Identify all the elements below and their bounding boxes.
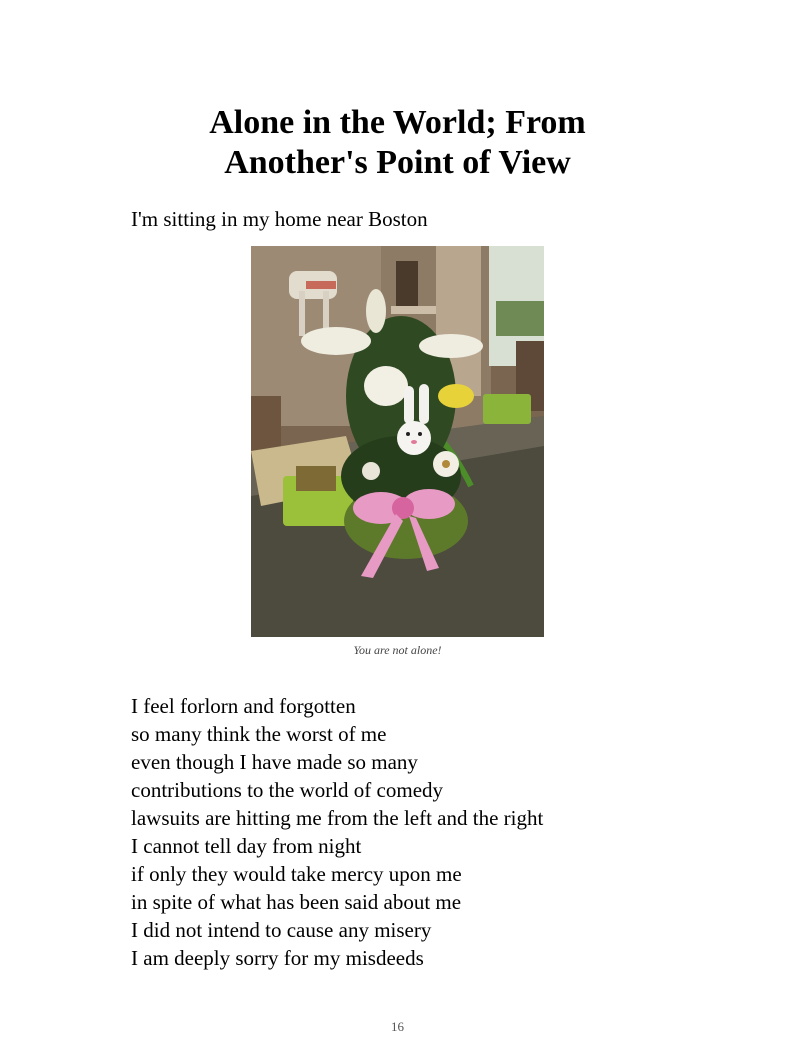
poem-line: contributions to the world of comedy bbox=[131, 778, 444, 802]
poem-line: in spite of what has been said about me bbox=[131, 890, 462, 914]
poem-line: I am deeply sorry for my misdeeds bbox=[131, 946, 424, 970]
poem-line: if only they would take mercy upon me bbox=[131, 862, 462, 886]
poem bbox=[131, 692, 543, 972]
poem-line: I did not intend to cause any misery bbox=[131, 918, 432, 942]
title-line-1: Alone in the World; From bbox=[209, 104, 586, 141]
title-line-2: Another's Point of View bbox=[224, 144, 571, 181]
page-title bbox=[0, 103, 795, 183]
easter-basket-photo bbox=[251, 246, 544, 637]
poem-line: lawsuits are hitting me from the left and the right bbox=[131, 806, 544, 830]
poem-line: even though I have made so many bbox=[131, 750, 418, 774]
poem-line: I feel forlorn and forgotten bbox=[131, 694, 356, 718]
poem-line: so many think the worst of me bbox=[131, 722, 387, 746]
photo-caption: You are not alone! bbox=[353, 643, 442, 657]
intro-paragraph: I'm sitting in my home near Boston bbox=[131, 207, 428, 231]
poem-line: I cannot tell day from night bbox=[131, 834, 362, 858]
page-number: 16 bbox=[391, 1019, 404, 1034]
